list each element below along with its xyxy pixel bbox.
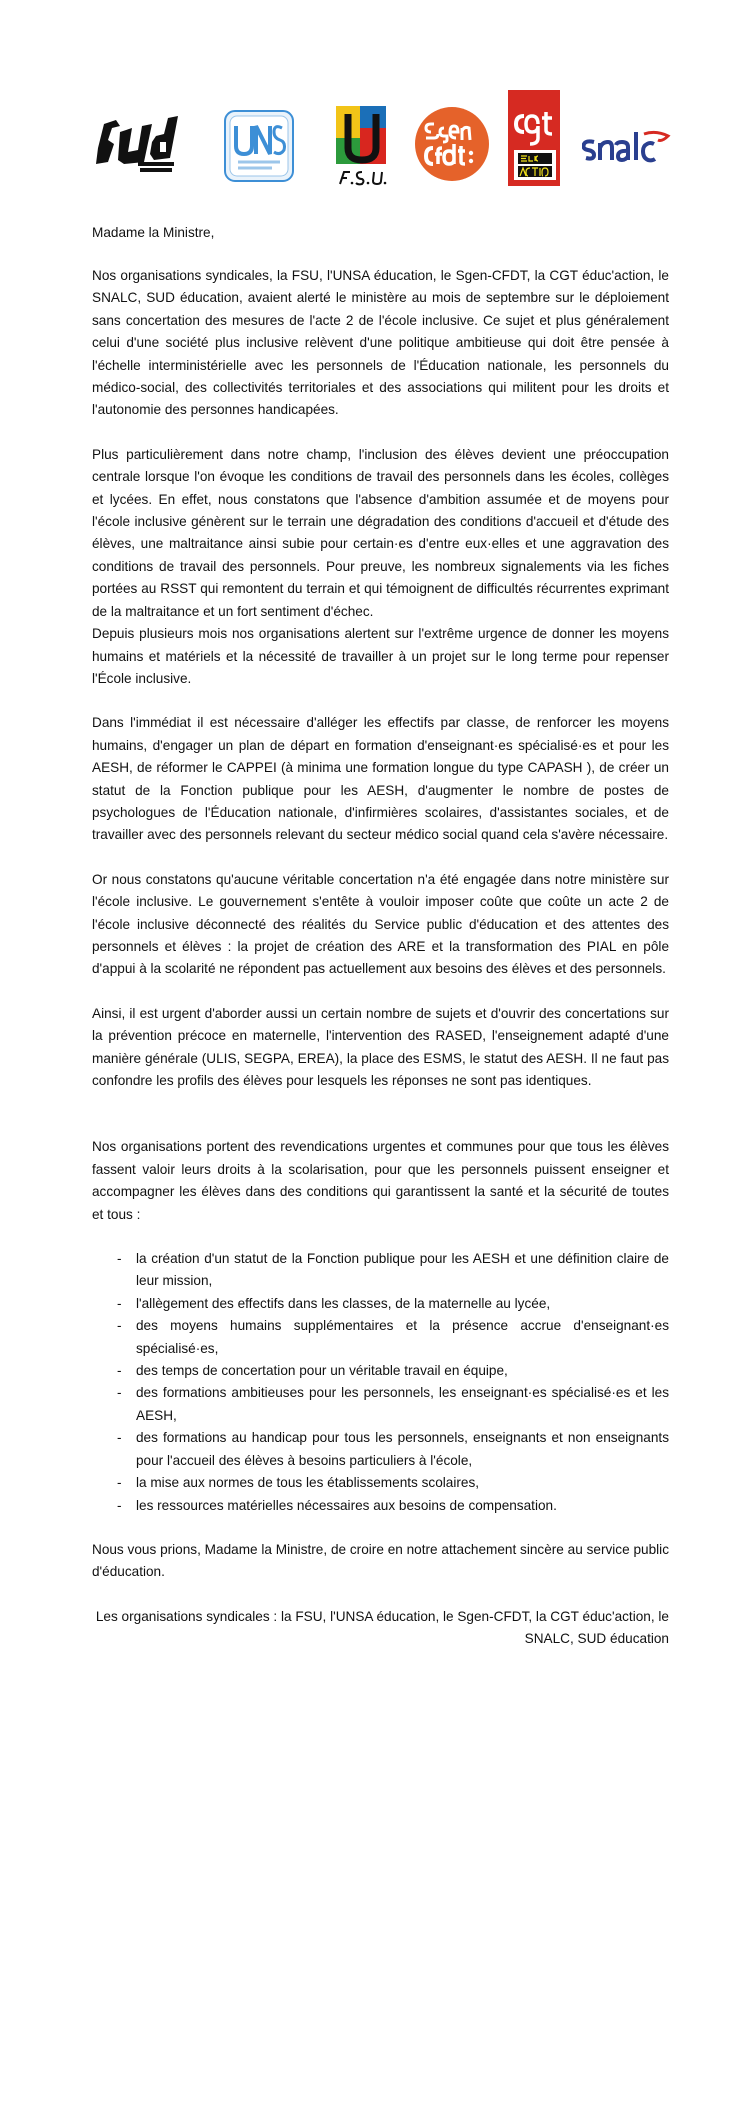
union-logos-row (92, 86, 670, 196)
list-item: - la mise aux normes de tous les établissements scolaires, (117, 1475, 480, 1491)
list-item: - la création d'un statut de la Fonction publique pour les AESH et une définition claire de leur mission, (117, 1251, 669, 1289)
paragraph-demands-intro: Nos organisations portent des revendications urgentes et communes pour que tous les élèves fassent valoir leurs droits à la scolarisation, pour que les personnels puissent enseigner et accompagner les élèves dans des conditions qui garantissent la santé et la sécurité de toutes et tous : (92, 1139, 669, 1222)
signature: Les organisations syndicales : la FSU, l'UNSA éducation, le Sgen-CFDT, la CGT éduc'action, le SNALC, SUD éducation (95, 1608, 669, 1647)
demands-list (92, 1248, 669, 1517)
letter-salutation (92, 222, 669, 244)
closing-formula: Nous vous prions, Madame la Ministre, de croire en notre attachement sincère au service public d'éducation. (92, 1541, 669, 1580)
paragraph-immediate-needs: Dans l'immédiat il est nécessaire d'alléger les effectifs par classe, de renforcer les moyens humains, d'engager un plan de départ en formation d'enseignant·es spécialisé·es et pour les AESH, de réformer le CAPPEI (à minima une formation longue du type CAPASH ), de créer un statut de la Fonction publique pour les AESH, d'augmenter le nombre de postes de psychologues de l'Éducation nationale, d'infirmières scolaires, d'assistantes sociales, et de travailler avec des personnels relevant du secteur médico social quand cela s'avère nécessaire. (92, 715, 669, 843)
list-item: - les ressources matérielles nécessaires aux besoins de compensation. (117, 1497, 557, 1513)
list-item: - des formations au handicap pour tous les personnels, enseignants et non enseignants pour l'accueil des élèves à besoins particuliers à l'école, (117, 1430, 669, 1468)
paragraph-working-conditions: Plus particulièrement dans notre champ, l'inclusion des élèves devient une préoccupation centrale lorsque l'on évoque les conditions de travail des personnels dans les écoles, collèges et lycées. En effet, nous constatons que l'absence d'ambition assumée et de moyens pour l'école inclusive génèrent sur le terrain une dégradation des conditions d'accueil et d'étude des élèves, une maltraitance ainsi subie pour certain·es d'entre eux·elles et une aggravation des conditions de travail des personnels. Pour preuve, les nombreux signalements via les fiches portées au RSST qui remontent du terrain et qui témoignent de difficultés récurrentes exprimant de la maltraitance et un fort sentiment d'échec. (92, 446, 669, 619)
fsu-logo (332, 104, 394, 188)
snalc-logo (582, 130, 672, 164)
list-item: - des temps de concertation pour un véritable travail en équipe, (117, 1363, 508, 1379)
sud-education-logo (94, 114, 180, 176)
salutation-text: Madame la Ministre, (92, 225, 215, 240)
paragraph-intro: Nos organisations syndicales, la FSU, l'UNSA éducation, le Sgen-CFDT, la CGT éduc'action, le SNALC, SUD éducation, avaient alerté le ministère au mois de septembre sur le déploiement sans concertation des mesures de l'acte 2 de l'école inclusive. Ce sujet et plus généralement celui d'une société plus inclusive relèvent d'une politique ambitieuse qui doit être pensée à l'échelle interministérielle avec les personnels de l'Éducation nationale, les personnels du médico-social, des collectivités territoriales et des associations qui militent pour les droits et l'autonomie des personnes handicapées. (92, 268, 669, 418)
cgt-educaction-logo (508, 90, 564, 186)
letter-body (92, 265, 669, 1651)
list-item: - des moyens humains supplémentaires et la présence accrue d'enseignant·es spécialisé·es, (117, 1318, 669, 1356)
paragraph-no-consultation: Or nous constatons qu'aucune véritable concertation n'a été engagée dans notre ministère sur l'école inclusive. Le gouvernement s'entête à vouloir imposer coûte que coûte un acte 2 de l'école inclusive déconnecté des réalités du Service public d'éducation et des attentes des personnels et élèves : la projet de création des ARE et la transformation des PIAL en pôle d'appui à la scolarité ne répondent pas actuellement aux besoins des élèves et des personnels. (92, 871, 669, 977)
list-item: - des formations ambitieuses pour les personnels, les enseignant·es spécialisé·es et les AESH, (117, 1385, 669, 1423)
paragraph-topics: Ainsi, il est urgent d'aborder aussi un certain nombre de sujets et d'ouvrir des concertations sur la prévention précoce en maternelle, l'intervention des RASED, l'enseignement adapté d'une manière générale (ULIS, SEGPA, EREA), la place des ESMS, le statut des AESH. Il ne faut pas confondre les profils des élèves pour lesquels les réponses ne sont pas identiques. (92, 1005, 669, 1088)
sgen-cfdt-logo (414, 106, 490, 182)
list-item: - l'allègement des effectifs dans les classes, de la maternelle au lycée, (117, 1295, 551, 1311)
unsa-education-logo (224, 110, 294, 182)
paragraph-urgency: Depuis plusieurs mois nos organisations alertent sur l'extrême urgence de donner les moyens humains et matériels et la nécessité de travailler à un projet sur le long terme pour repenser l'École inclusive. (92, 626, 669, 686)
